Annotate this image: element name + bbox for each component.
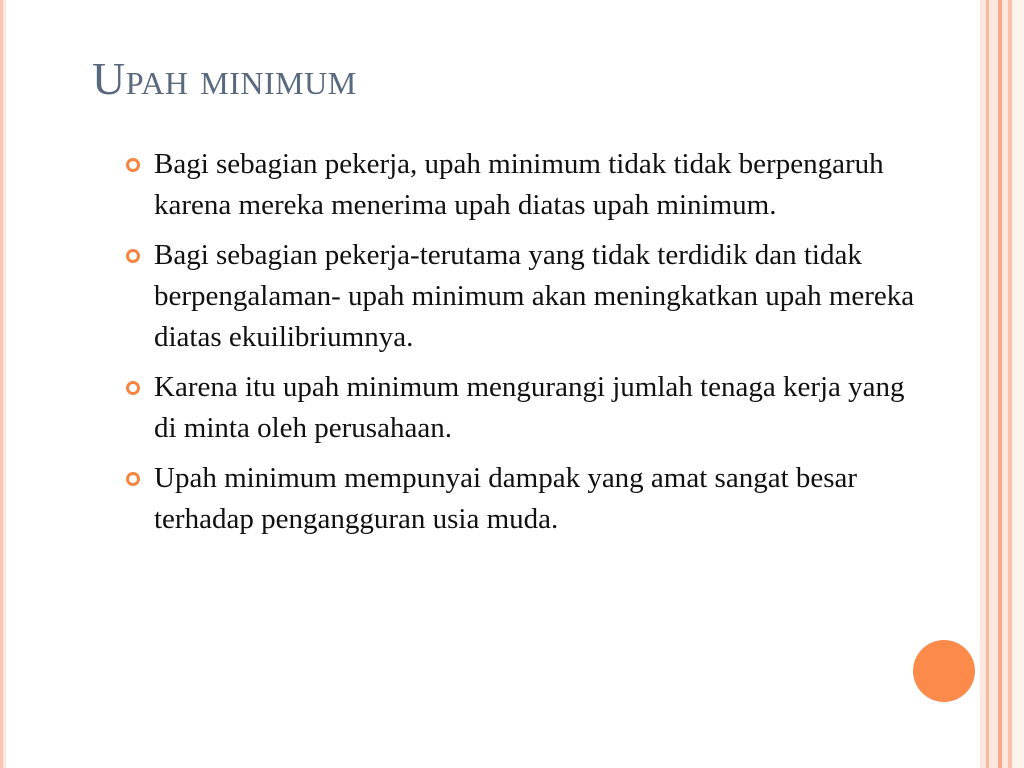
- right-decorative-stripes: [980, 0, 1024, 768]
- bullet-text: Bagi sebagian pekerja-terutama yang tidak terdidik dan tidak berpengalaman- upah minimum akan meningkatkan upah mereka diatas ekuilibriumnya.: [154, 239, 915, 353]
- list-item: [122, 144, 932, 226]
- slide-title: Upah minimum: [92, 53, 357, 104]
- list-item: [122, 235, 932, 358]
- hollow-circle-bullet-icon: [126, 381, 140, 395]
- orange-circle-icon: [913, 640, 975, 702]
- hollow-circle-bullet-icon: [126, 249, 140, 263]
- list-item: [122, 367, 932, 449]
- bullet-text: Bagi sebagian pekerja, upah minimum tidak tidak berpengaruh karena mereka menerima upah diatas upah minimum.: [154, 148, 884, 221]
- hollow-circle-bullet-icon: [126, 472, 140, 486]
- bullet-text: Upah minimum mempunyai dampak yang amat sangat besar terhadap pengangguran usia muda.: [154, 462, 858, 535]
- hollow-circle-bullet-icon: [126, 158, 140, 172]
- bullet-list: [122, 144, 932, 549]
- left-border-inner: [3, 0, 6, 768]
- bullet-text: Karena itu upah minimum mengurangi jumlah tenaga kerja yang di minta oleh perusahaan.: [154, 371, 905, 444]
- list-item: [122, 458, 932, 540]
